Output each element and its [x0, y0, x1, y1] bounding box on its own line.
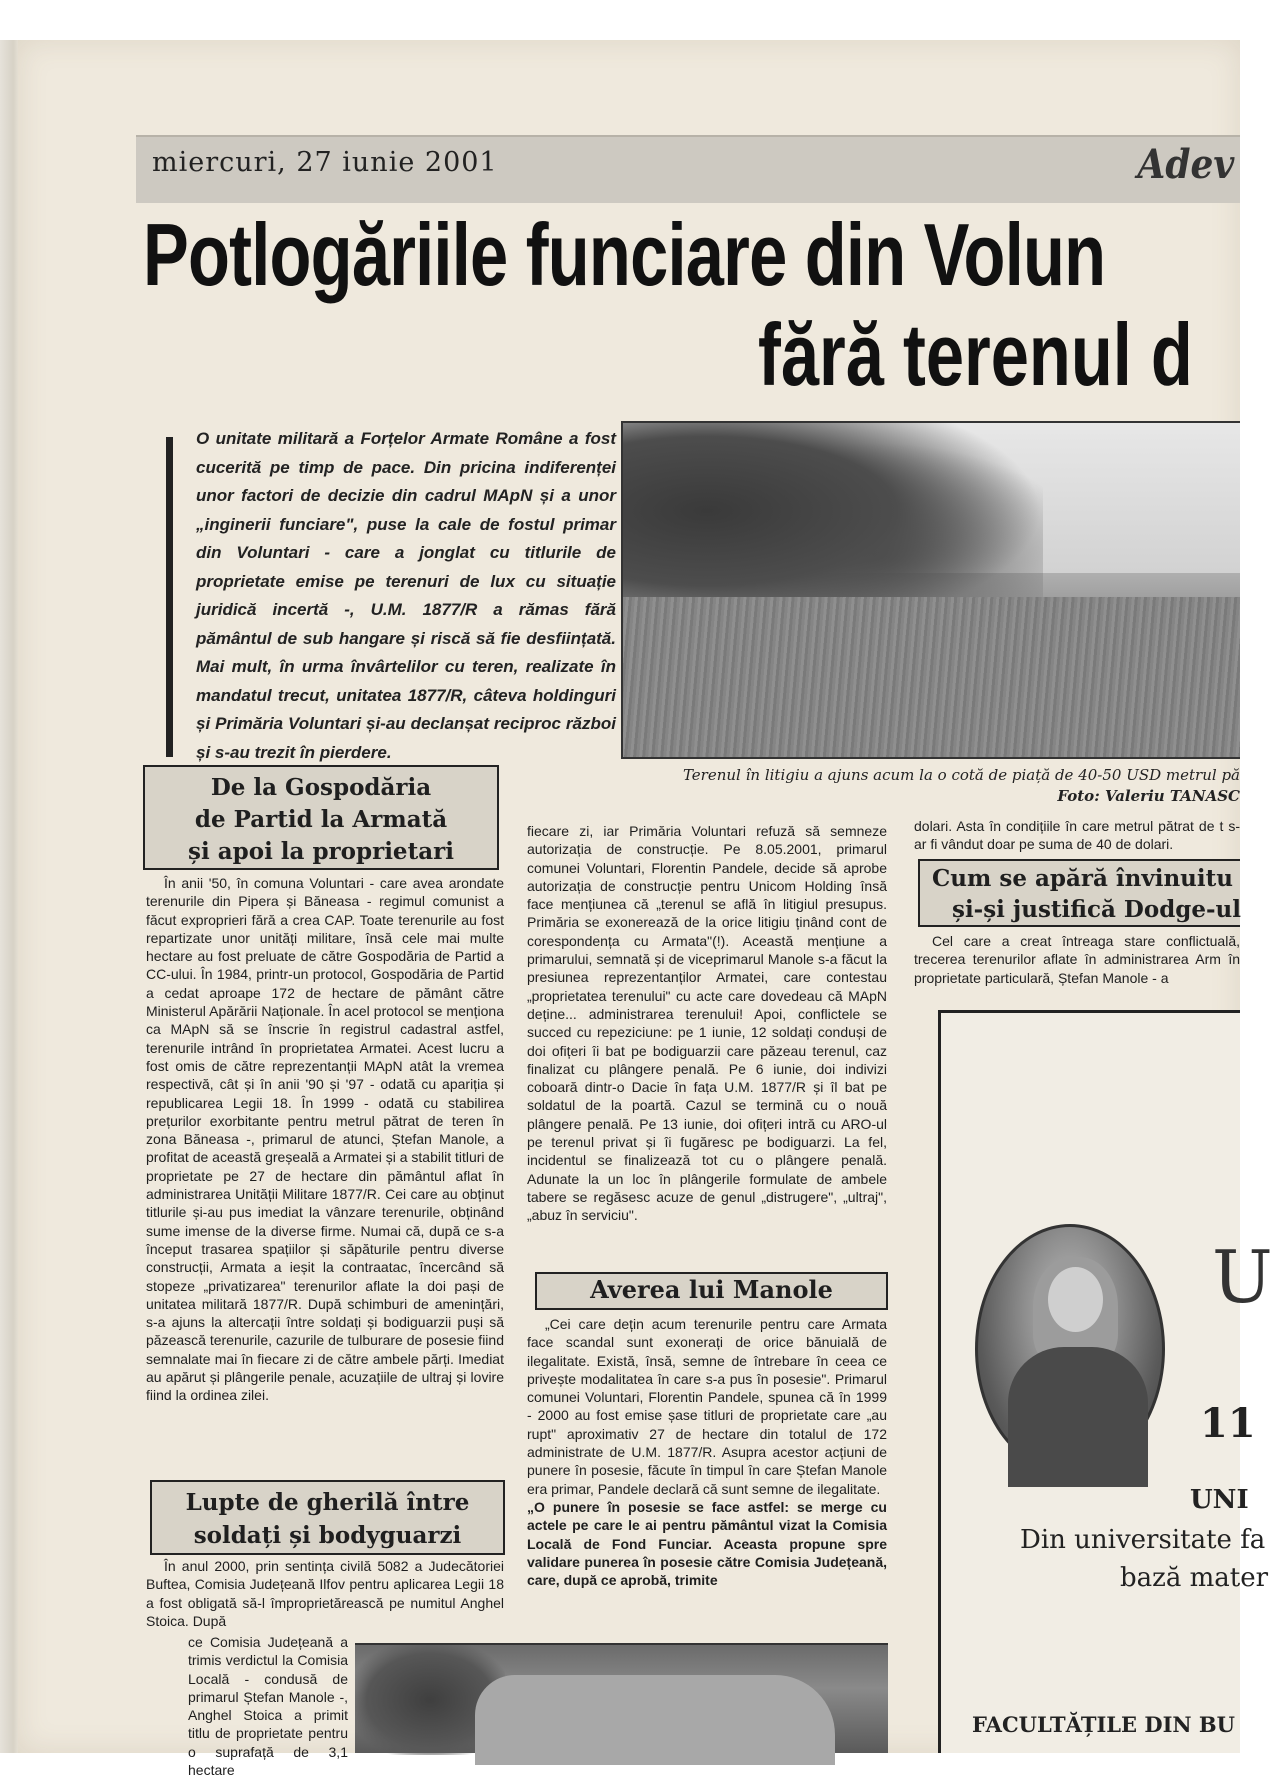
column-1-paragraph: În anii '50, în comuna Voluntari - care avea arondate terenurile din Pipera și Băneasa - regimul comunist a făcut exproprieri fără a crea CAP. Toate terenurile au fost repartizate unor unități militare, însă cele mai multe hectare au fost preluate de către Gospodăria de Partid a CC-ului. În 1984, printr-un protocol, Gospodăria de Partid a cedat aproape 172 de hectare de pământ către Ministerul Apărării Naționale. În acel protocol se menționa ca MApN să se înscrie în registrul cadastral astfel, terenurile intrând în proprietatea Armatei. Acest lucru a fost omis de către reprezentanții MApN atât la vremea respectivă, cât și în anii '90 și '97 - odată cu apariția și republicarea Legii 18. În 1999 - odată cu stabilirea prețurilor exorbitante pentru metrul pătrat de teren în zona Băneasa -, primarul de atunci, Ștefan Manole, a profitat de această greșeală a Armatei și a stabilit titluri de proprietate pe 27 de hectare din pământul aflat în administrarea Unității Militare 1877/R. Cei care au obținut titlurile și-au pus imediat la vânzare terenurile, obținând sume imense de la diverse firme. Numai că, după ce s-a început trasarea spațiilor și săpăturile pentru diverse construcții, Armata a ieșit la contraatac, încercând să stopeze „privatizarea" terenurilor aflate la doi pași de unitatea militară 1877/R. După schimburi de amenințări, s-a ajuns la altercații între soldați și bodiguarzii puși să păzească terenurile, cazurile de tulburare de posesie fiind semnalate mai în fiecare zi de către ambele părți. Imediat au apărut și plângerile penale, acuzațiile de ultraj și lovire fiind la ordinea zilei.: [146, 875, 504, 1404]
column-3: [914, 817, 1240, 857]
portrait-armor: [1008, 1347, 1148, 1487]
column-1: [146, 874, 504, 1474]
section-heading-averea: [535, 1272, 888, 1310]
headline: [143, 205, 1240, 405]
intro-rule: [166, 437, 173, 757]
photo-field: [623, 597, 1240, 757]
column-1-paragraph: ce Comisia Județeană a trimis verdictul la Comisia Locală - condusă de primarul Ștefan Manole -, Anghel Stoica a primit titlu de proprietate pentru o suprafață de 3,1 hectare: [188, 1634, 348, 1779]
column-2-paragraph-bold: „O punere în posesie se face astfel: se merge cu actele pe care le ai pentru pământul vizat la Comisia Locală de Fond Funciar. Aceasta propune spre validare punerea în posesie către Comisia Județeană, care, după ce aprobă, trimite: [527, 1498, 887, 1589]
column-2-paragraph: „Cei care dețin acum terenurile pentru care Armata face scandal sunt exonerați de orice bănuială de ilegalitate. Există, însă, semne de întrebare în ceea ce privește modalitatea în care s-a pus în posesie". Primarul comunei Voluntari, Florentin Pandele, spunea că în 1999 - 2000 au fost emise șase titluri de proprietate care „au rupt" aproximativ 27 de hectare din totalul de 172 administrate de U.M. 1877/R. Asupra acestor acțiuni de punere în posesie, făcute în timpul în care Ștefan Manole era primar, Pandele declară că sunt semne de ilegalitate.: [527, 1316, 887, 1497]
intro-lead: O unitate militară a Forțelor Armate Române a fost cucerită pe timp de pace. Din pricina indiferenței unor factori de decizie din cadrul MApN și a unor „inginerii funciare", puse la cale de fostul primar din Voluntari - care a jonglat cu titlurile de proprietate emise pe terenuri de lux cu situație juridică incertă -, U.M. 1877/R a rămas fără pământul de sub hangare și riscă să fie desființată. Mai mult, în urma învârtelilor cu teren, realizate în mandatul trecut, unitatea 1877/R, câteva holdinguri și Primăria Voluntari și-au declanșat reciproc război și s-au trezit în pierdere.: [196, 429, 616, 762]
photo-caption: [630, 765, 1240, 807]
column-2-continued: [527, 1315, 887, 1643]
column-2-paragraph: fiecare zi, iar Primăria Voluntari refuză să semneze autorizația de construcție. Pe 8.05.2001, primarul comunei Voluntari, Florentin Pandele, decide să aprobe autorizația de construcție pentru Unicom Holding însă face mențiunea că „terenul se află în litigiul presupus. Primăria se exonerează de la orice litigiu ținând cont de corespondența cu Armata"(!). Această mențiune a primarului, semnată și de viceprimarul Manole s-a făcut la presiunea reprezentanților Armatei, care contestau „proprietatea terenului" cu acte care dovedeau că MApN deține... administrarea terenului! Apoi, conflictele se succed cu repeziciune: pe 1 iunie, 12 soldați conduși de doi ofițeri îi bat pe bodiguarzii care păzeau terenul, caz finalizat cu plângere penală. Pe 6 iunie, doi indivizi coboară dintr-o Dacie în fața U.M. 1877/R și îl bat pe soldatul de la poartă. Cazul se termină cu o nouă plângere penală. Pe 13 iunie, doi ofițeri intră cu ARO-ul pe terenul privat și îi fugăresc pe bodiguarzi. La fel, incidentul se finalizează tot cu o plângere penală. Adunate la un loc în plângerile formulate de ambele tabere se regăsesc acuze de genul „distrugere", „ultraj", „abuz în serviciu".: [527, 823, 887, 1224]
ad-text-line-1: Din universitate fa: [1020, 1525, 1266, 1555]
photo-credit: Foto: Valeriu TANASC: [1057, 787, 1240, 805]
issue-date: miercuri, 27 iunie 2001: [152, 147, 498, 178]
masthead-logo: Adev: [1137, 141, 1235, 188]
column-1-wrap: [188, 1633, 348, 1779]
field-photo: [621, 421, 1240, 759]
section-heading-line: Averea lui Manole: [590, 1275, 833, 1304]
section-heading-line: Cum se apără învinuitu: [932, 865, 1233, 892]
ad-number: 11: [1200, 1400, 1256, 1447]
car-photo: [355, 1643, 888, 1753]
section-heading-line: soldați și bodyguarzi: [193, 1522, 462, 1549]
section-heading-line: De la Gospodăria: [210, 774, 432, 801]
section-heading-line: Lupte de gherilă între: [185, 1489, 470, 1516]
column-3-paragraph: dolari. Asta în condițiile în care metrul pătrat de t s-ar fi vândut doar pe suma de 40 de dolari.: [914, 818, 1240, 853]
ad-university: UNI: [1190, 1485, 1249, 1515]
column-3-paragraph: Cel care a creat întreaga stare conflictuală, trecerea terenurilor aflate în administrarea Arm în proprietate particulară, Ștefan Manole - a: [914, 933, 1240, 986]
column-2: [527, 822, 887, 1272]
column-1-continued: [146, 1557, 504, 1633]
date-bar: [136, 135, 1240, 203]
section-heading-dodge: [918, 859, 1240, 927]
column-1-paragraph: În anul 2000, prin sentința civilă 5082 a Judecătoriei Buftea, Comisia Județeană Ilfov pentru aplicarea Legii 18 a fost obligată să-l împroprietărească pe numitul Anghel Stoica. După: [146, 1558, 504, 1629]
section-heading-gospodaria: [143, 765, 499, 870]
portrait-head: [1048, 1267, 1103, 1332]
photo2-car: [475, 1675, 835, 1765]
ad-initial: U: [1212, 1235, 1273, 1319]
headline-line-2: fără terenul d: [758, 305, 1193, 404]
section-heading-line: de Partid la Armată: [194, 806, 448, 833]
column-3-continued: [914, 932, 1240, 992]
section-heading-line: și apoi la proprietari: [188, 838, 454, 865]
section-heading-gherila: [150, 1480, 505, 1555]
headline-line-1: Potlogăriile funciare din Volun: [143, 205, 1106, 304]
photo-caption-text: Terenul în litigiu a ajuns acum la o cotă de piață de 40-50 USD metrul pă: [682, 766, 1240, 784]
portrait-illustration: [975, 1224, 1165, 1474]
section-heading-line: și-și justifică Dodge-ul: [952, 896, 1242, 923]
ad-faculties: FACULTĂȚILE DIN BU: [972, 1712, 1235, 1737]
ad-text-line-2: bază mater: [1120, 1563, 1269, 1593]
